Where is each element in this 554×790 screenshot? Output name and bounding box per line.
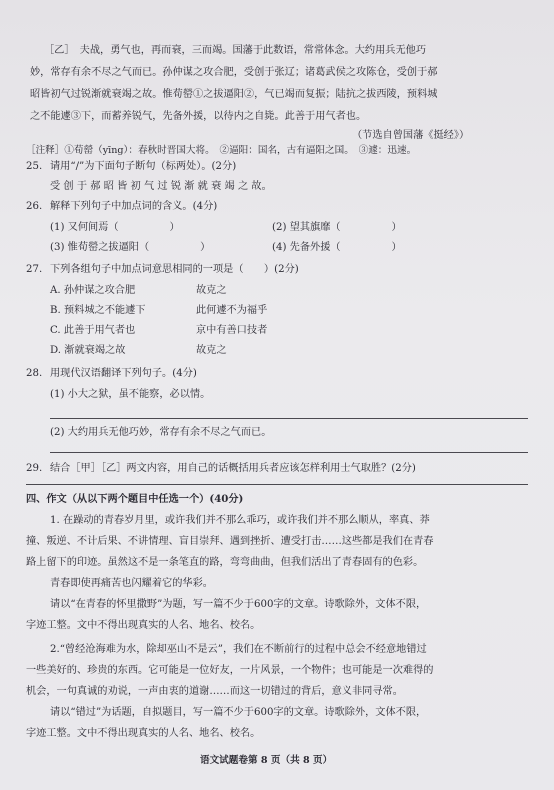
question-number: 25.: [26, 161, 43, 172]
q27-option: D. 渐就衰竭之故: [50, 345, 126, 356]
q26-item: (1) 又何间焉（ ）: [50, 222, 180, 233]
composition-text: 撞、叛逆、不计后果、不讲情理、盲目崇拜、遇到挫折、遭受打击……这些都是我们在青春: [26, 536, 434, 547]
composition-text: 2.“曾经沧海难为水，除却巫山不是云”，我们在不断前行的过程中总会不经意地错过: [50, 644, 427, 655]
section-heading: 四、作文（从以下两个题目中任选一个）(40分): [26, 493, 244, 505]
passage-line: 妙，常存有余不尽之气而已。孙仲谋之攻合肥，受创于张辽；诸葛武侯之攻陈仓，受创于郝: [30, 67, 438, 78]
composition-text: 青春即使再痛苦也闪耀着它的华彩。: [50, 578, 213, 589]
composition-text: 1. 在躁动的青春岁月里，或许我们并不那么乖巧，或许我们并不那么顺从，率真、莽: [50, 515, 430, 526]
question-text: 用现代汉语翻译下列句子。(4分): [50, 368, 197, 379]
answer-line: [50, 452, 528, 453]
composition-text: 一些美好的、珍贵的东西。它可能是一位好友，一片风景，一个物件；也可能是一次难得的: [26, 665, 434, 676]
q28-item: (2) 大约用兵无他巧妙，常存有余不尽之气而已。: [50, 427, 272, 438]
q26-item: (2) 望其旗靡（ ）: [272, 222, 402, 233]
answer-line: [26, 484, 528, 485]
composition-text: 请以“错过”为话题，自拟题目，写一篇不少于600字的文章。诗歌除外，文体不限，: [50, 707, 427, 718]
composition-text: 字迹工整。文中不得出现真实的人名、地名、校名。: [26, 620, 261, 631]
q27-option: B. 预料城之不能遽下: [50, 305, 146, 316]
question-text: 下列各组句子中加点词意思相同的一项是（ ）(2分): [50, 264, 299, 275]
q27-option: A. 孙仲谋之攻合肥: [50, 285, 136, 296]
q26-item: (3) 惟荀罃之拔逼阳（ ）: [50, 242, 211, 253]
q27-option-compare: 京中有善口技者: [196, 325, 268, 336]
q28-item: (1) 小大之狱，虽不能察，必以情。: [50, 389, 211, 400]
composition-text: 机会，一句真诚的劝说，一声由衷的道谢……而这一切错过的背后，意义非同寻常。: [26, 686, 403, 697]
question-text: 解释下列句子中加点词的含义。(4分): [50, 201, 218, 212]
composition-text: 请以“在青春的怀里撒野”为题，写一篇不少于600字的文章。诗歌除外，文体不限，: [50, 599, 427, 610]
answer-line: [50, 418, 528, 419]
question-sentence: 受 创 于 郝 昭 皆 初 气 过 锐 渐 就 衰 竭 之 故。: [50, 181, 272, 192]
question-number: 28.: [26, 368, 43, 379]
q26-item: (4) 先备外援（ ）: [272, 242, 402, 253]
composition-text: 字迹工整。文中不得出现真实的人名、地名、校名。: [26, 728, 261, 739]
composition-text: 路上留下的印迹。虽然这不是一条笔直的路，弯弯曲曲，但我们活出了青春固有的色彩。: [26, 557, 424, 568]
page-footer: 语文试题卷第 8 页（共 8 页）: [200, 755, 333, 766]
question-number: 29.: [26, 463, 43, 474]
passage-notes: ［注释］①荀罃（yīng）：春秋时晋国大将。 ②逼阳：国名，古有逼阳之国。 ③遽：迅速。: [26, 145, 417, 156]
q27-option: C. 此善于用气者也: [50, 325, 136, 336]
passage-line: ［乙］ 夫战，勇气也，再而衰，三而竭。国藩于此数语，常常体念。大约用兵无他巧: [44, 45, 427, 56]
question-number: 27.: [26, 264, 43, 275]
passage-line: 昭皆初气过锐渐就衰竭之故。惟荀罃①之拔逼阳②，气已竭而复振；陆抗之拔西陵，预料城: [30, 89, 438, 100]
q27-option-compare: 故克之: [196, 345, 227, 356]
question-text: 结合［甲］［乙］两文内容，用自己的话概括用兵者应该怎样利用士气取胜？(2分): [50, 463, 416, 474]
passage-source: （节选自曾国藩《挺经》）: [352, 130, 470, 141]
passage-line: 之不能遽③下，而蓄养锐气，先备外援，以待内之自毙。此善于用气者也。: [30, 111, 367, 122]
q27-option-compare: 此何遽不为福乎: [196, 305, 268, 316]
question-text: 请用“/”为下面句子断句（标两处）。(2分): [50, 161, 237, 172]
question-number: 26.: [26, 201, 43, 212]
q27-option-compare: 故克之: [196, 285, 227, 296]
